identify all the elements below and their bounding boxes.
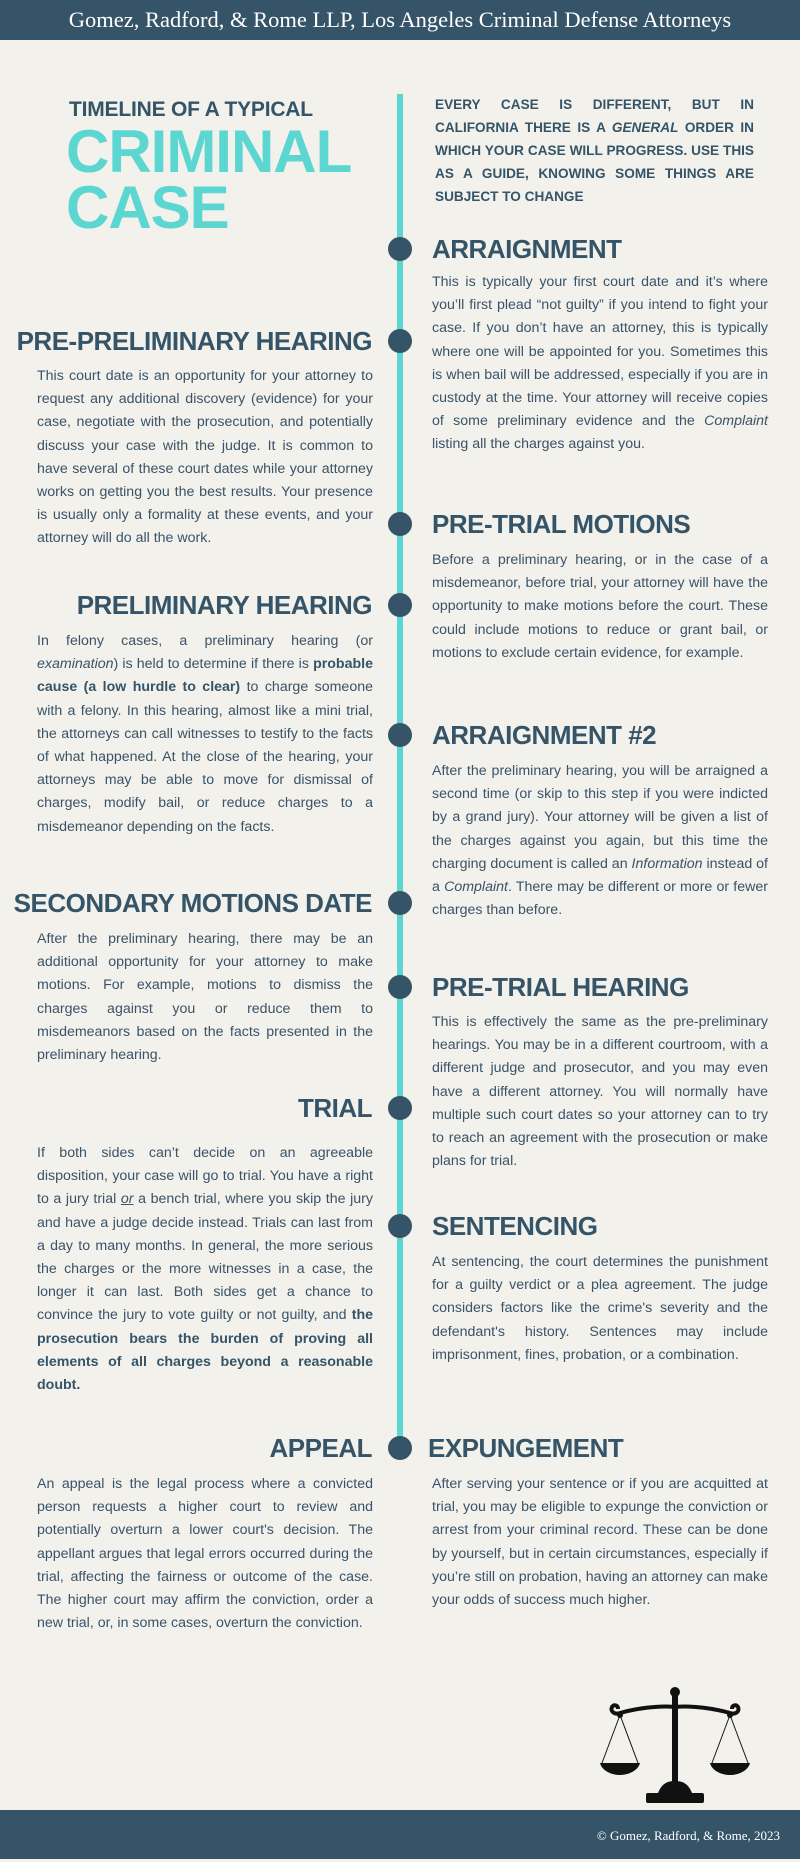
text-arraignment-2 [432, 760, 768, 922]
heading-pre-trial-hearing: PRE-TRIAL HEARING [432, 972, 689, 1002]
text-arraignment-2-part-1: After the preliminary hearing, you will be arraigned a second time (or skip to this step if you were indicted by a grand jury). Your attorney will be given a list of the charges against you again, but this time the charging document is called an [432, 763, 768, 872]
heading-pre-trial-motions: PRE-TRIAL MOTIONS [432, 509, 691, 539]
timeline-dot-preliminary [388, 593, 412, 617]
text-pre-trial-motions: Before a preliminary hearing, or in the case of a misdemeanor, before trial, your attorney will have the opportunity to make motions before the court. These could include motions to reduce or grant bail, or motions to exclude certain evidence, for example. [432, 552, 768, 661]
page-title-line-1: CRIMINAL [66, 118, 352, 185]
scales-of-justice-icon [598, 1683, 752, 1811]
footer-bar [0, 1810, 800, 1859]
text-pre-trial-hearing: This is effectively the same as the pre-preliminary hearings. You may be in a different courtroom, with a different judge and prosecutor, and you may even have a different attorney. You will normally have multiple such court dates so your attorney can to try to reach an agreement with the prosecution or make plans for trial. [432, 1014, 768, 1170]
timeline-dot-pretrial-hearing [388, 975, 412, 999]
text-arraignment-2-part-3: . There may be different or more or fewer charges than before. [432, 879, 768, 919]
page-subtitle: TIMELINE OF A TYPICAL [69, 98, 313, 121]
timeline-dot-arraignment-2 [388, 723, 412, 747]
text-trial-bold: the prosecution bears the burden of proving all elements of all charges beyond a reasonable doubt. [37, 1307, 373, 1394]
text-expungement: After serving your sentence or if you are acquitted at trial, you may be eligible to expunge the conviction or arrest from your criminal record. These can be done by yourself, but in certain circumstances, especially if you’re still on probation, having an attorney can make your odds of success much higher. [432, 1476, 768, 1609]
text-preliminary-part-2: ) is held to determine if there is [113, 656, 314, 673]
footer-copyright: © Gomez, Radford, & Rome, 2023 [596, 1828, 780, 1843]
heading-expungement: EXPUNGEMENT [428, 1433, 624, 1463]
timeline-dot-secondary-motions [388, 891, 412, 915]
intro-text [435, 93, 754, 208]
heading-appeal: APPEAL [269, 1433, 372, 1463]
text-arraignment-2-emphasis-2: Complaint [444, 879, 508, 896]
text-sentencing: At sentencing, the court determines the punishment for a guilty verdict or a plea agreement. The judge considers factors like the crime's severity and the defendant's history. Sentences may include imprisonment, fines, probation, or a combination. [432, 1254, 768, 1363]
intro-part-1: EVERY CASE IS DIFFERENT, BUT IN CALIFORNIA THERE IS A [435, 97, 754, 135]
heading-pre-preliminary-hearing: PRE-PRELIMINARY HEARING [16, 326, 372, 356]
header-title: Gomez, Radford, & Rome LLP, Los Angeles Criminal Defense Attorneys [68, 7, 732, 32]
text-arraignment-2-emphasis-1: Information [631, 855, 703, 872]
heading-preliminary-hearing: PRELIMINARY HEARING [76, 590, 372, 620]
timeline-dot-pretrial-motions [388, 512, 412, 536]
text-arraignment-part-1: This is typically your first court date and it’s where you’ll first plead “not guilty” if you intend to fight your case. If you don’t have an attorney, this is typically where one will be appointed for you. Sometimes this is when bail will be addressed, especially if you are in custody at the time. Your attorney will receive copies of some preliminary evidence and the [432, 274, 768, 430]
text-preliminary-hearing [37, 630, 373, 839]
page-title-line-2: CASE [66, 173, 229, 241]
text-preliminary-part-1: In felony cases, a preliminary hearing (or [37, 633, 373, 649]
text-preliminary-part-3: to charge someone with a felony. In this hearing, almost like a mini trial, the attorneys can call witnesses to testify to the facts of what happened. At the close of the hearing, your attorneys may be able to move for dismissal of charges, modify bail, or reduce charges to a misdemeanor depending on the facts. [37, 679, 373, 835]
text-trial-part-2: a bench trial, where you skip the jury and have a judge decide instead. Trials can last from a day to many months. In general, the more serious the charges or the more witnesses in a case, the longer it can last. Both sides get a chance to convince the jury to vote guilty or not guilty, and [37, 1191, 373, 1324]
text-arraignment-2-part-2: instead of a [432, 855, 768, 896]
timeline-dot-appeal [388, 1436, 412, 1460]
heading-sentencing: SENTENCING [432, 1211, 598, 1241]
text-trial-emphasis: or [120, 1191, 134, 1208]
header-bar [0, 0, 800, 40]
timeline-line [397, 94, 403, 1447]
text-appeal: An appeal is the legal process where a convicted person requests a higher court to review and potentially overturn a lower court's decision. The appellant argues that legal errors occurred during the trial, affecting the fairness or outcome of the case. The higher court may affirm the conviction, order a new trial, or, in some cases, overturn the conviction. [37, 1476, 373, 1632]
intro-emphasis: GENERAL [611, 120, 679, 135]
page-title [66, 118, 352, 241]
text-arraignment [432, 271, 768, 457]
text-secondary-motions-date: After the preliminary hearing, there may be an additional opportunity for your attorney to make motions. For example, motions to dismiss the charges against you or reduce them to misdemeanors based on the facts presented in the preliminary hearing. [37, 931, 373, 1064]
timeline-dot-sentencing [388, 1214, 412, 1238]
heading-trial: TRIAL [297, 1093, 372, 1123]
heading-arraignment: ARRAIGNMENT [432, 234, 622, 264]
text-preliminary-bold: probable cause (a low hurdle to clear) [37, 656, 373, 696]
text-preliminary-emphasis: examination [37, 656, 114, 673]
intro-part-2: ORDER IN WHICH YOUR CASE WILL PROGRESS. USE THIS AS A GUIDE, KNOWING SOME THINGS ARE SUBJECT TO CHANGE [435, 120, 754, 204]
timeline-dot-pre-preliminary [388, 329, 412, 353]
timeline-dot-trial [388, 1096, 412, 1120]
heading-secondary-motions-date: SECONDARY MOTIONS DATE [13, 888, 372, 918]
heading-arraignment-2: ARRAIGNMENT #2 [432, 720, 657, 750]
timeline-dot-arraignment [388, 237, 412, 261]
text-trial [37, 1142, 373, 1397]
text-pre-preliminary-hearing: This court date is an opportunity for your attorney to request any additional discovery (evidence) for your case, negotiate with the prosecution, and potentially discuss your case with the judge. It is common to have several of these court dates while your attorney works on getting you the best results. Your presence is usually only a formality at these events, and your attorney will do all the work. [37, 368, 373, 547]
text-trial-part-1: If both sides can’t decide on an agreeable disposition, your case will go to trial. You have a right to a jury trial [37, 1145, 373, 1208]
text-arraignment-part-2: listing all the charges against you. [432, 436, 645, 453]
text-arraignment-emphasis: Complaint [704, 413, 768, 430]
